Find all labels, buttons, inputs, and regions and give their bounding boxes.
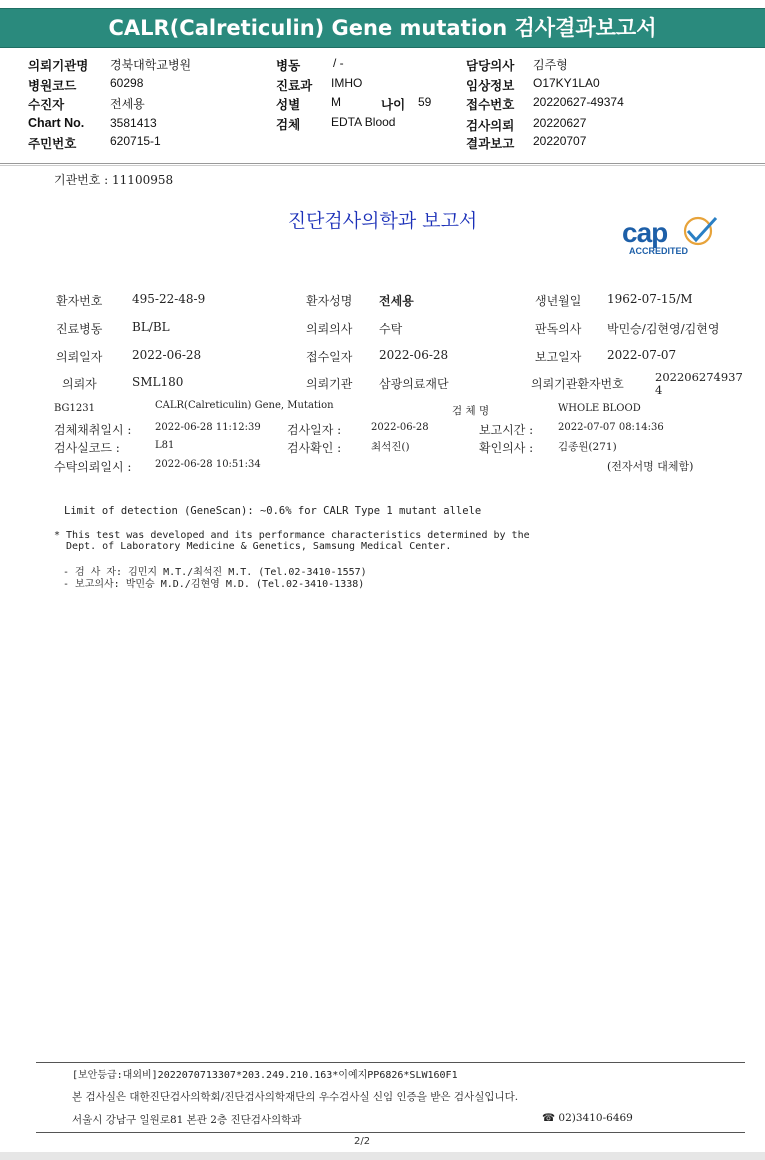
- header-label: 주민번호: [28, 137, 77, 151]
- lab-address: 서울시 강남구 일원로81 본관 2층 진단검사의학과: [72, 1114, 302, 1126]
- header-value: 20220627-49374: [533, 95, 624, 109]
- info-label: 의뢰기관환자번호: [531, 377, 624, 391]
- header-value: 3581413: [110, 116, 157, 130]
- specimen-label: 검 체 명: [452, 405, 490, 417]
- detail-value: 2022-06-28 10:51:34: [155, 459, 261, 470]
- info-value: 1962-07-15/M: [607, 292, 693, 306]
- lab-phone: ☎ 02)3410-6469: [542, 1112, 633, 1124]
- info-label: 보고일자: [535, 350, 582, 364]
- info-label: 환자성명: [306, 294, 353, 308]
- title-banner: [0, 8, 765, 48]
- header-label: 임상정보: [466, 79, 515, 93]
- specimen-value: WHOLE BLOOD: [558, 403, 641, 414]
- age-value: 59: [418, 95, 432, 109]
- footer-divider-bottom: [36, 1132, 745, 1133]
- header-value: 20220627: [533, 116, 587, 130]
- detail-label: 검사일자 :: [287, 423, 342, 437]
- age-label: 나이: [381, 98, 406, 112]
- disclaimer-line-2: Dept. of Laboratory Medicine & Genetics, Samsung Medical Center.: [54, 541, 452, 552]
- report-title: 진단검사의학과 보고서: [287, 210, 478, 232]
- header-label: 수진자: [28, 98, 65, 112]
- info-value: 202206274937: [655, 370, 743, 384]
- info-label: 의뢰기관: [306, 377, 353, 391]
- cap-accredited-logo: [622, 214, 722, 260]
- header-label: 병원코드: [28, 79, 77, 93]
- info-label: 의뢰자: [62, 377, 97, 391]
- disclaimer-line-1: * This test was developed and its performance characteristics determined by the: [54, 530, 530, 541]
- header-value: 김주형: [533, 58, 568, 72]
- header-label: 접수번호: [466, 98, 515, 112]
- info-value: 전세용: [379, 294, 414, 308]
- page-footer-bar: [0, 1152, 765, 1160]
- info-label: 의뢰의사: [306, 322, 353, 336]
- header-value: / -: [333, 56, 344, 70]
- detail-label: 검사실코드 :: [54, 441, 120, 455]
- institution-number: 기관번호 : 11100958: [54, 173, 174, 187]
- detail-value: 2022-06-28: [371, 422, 429, 433]
- header-label: 검체: [276, 118, 301, 132]
- header-label: 검사의뢰: [466, 119, 515, 133]
- info-value: 495-22-48-9: [132, 292, 206, 306]
- header-label: 의뢰기관명: [28, 59, 89, 73]
- header-value: 전세용: [110, 97, 145, 111]
- security-line: [보안등급:대외비]2022070713307*203.249.210.163*이예지PP6826*SLW160F1: [72, 1070, 458, 1081]
- header-value: M: [331, 95, 341, 109]
- detail-value: 2022-07-07 08:14:36: [558, 422, 664, 433]
- test-code: BG1231: [54, 403, 95, 414]
- header-value: 20220707: [533, 134, 587, 148]
- header-value: 620715-1: [110, 134, 161, 148]
- info-value: 수탁: [379, 322, 403, 336]
- detail-value: 김종원(271): [558, 441, 617, 453]
- cap-logo-text: cap: [622, 217, 668, 248]
- header-value: 경북대학교병원: [110, 58, 192, 72]
- cap-logo-sub: ACCREDITED: [629, 246, 689, 256]
- detail-label: 검체채취일시 :: [54, 423, 132, 437]
- header-label: Chart No.: [28, 116, 85, 130]
- staff-tester: - 검 사 자: 김민지 M.T./최석진 M.T. (Tel.02-3410-1557): [63, 567, 367, 578]
- header-value: 60298: [110, 76, 144, 90]
- header-label: 결과보고: [466, 137, 515, 151]
- info-value: 2022-06-28: [132, 348, 202, 362]
- info-label: 판독의사: [535, 322, 582, 336]
- header-value: IMHO: [331, 76, 363, 90]
- detail-label: 검사확인 :: [287, 441, 342, 455]
- header-label: 병동: [276, 59, 301, 73]
- header-value: EDTA Blood: [331, 115, 396, 129]
- info-value: 박민승/김현영/김현영: [607, 322, 720, 336]
- report-banner-title: CALR(Calreticulin) Gene mutation 검사결과보고서: [108, 16, 657, 40]
- info-label: 생년월일: [535, 294, 582, 308]
- info-value: 삼광의료재단: [379, 377, 449, 391]
- info-label: 접수일자: [306, 350, 353, 364]
- detail-label: 확인의사 :: [479, 441, 534, 455]
- header-divider: [0, 165, 765, 166]
- footer-divider-top: [36, 1062, 745, 1063]
- header-divider: [0, 163, 765, 164]
- certification-text: 본 검사실은 대한진단검사의학회/진단검사의학재단의 우수검사실 신임 인증을 받은 검사실입니다.: [72, 1091, 519, 1103]
- info-label: 진료병동: [56, 322, 103, 336]
- info-value: 2022-07-07: [607, 348, 677, 362]
- info-value-continued: 4: [655, 383, 663, 397]
- detail-value: L81: [155, 440, 175, 451]
- detail-label: 보고시간 :: [479, 423, 534, 437]
- header-value: O17KY1LA0: [533, 76, 600, 90]
- detail-label: 수탁의뢰일시 :: [54, 460, 132, 474]
- info-label: 의뢰일자: [56, 350, 103, 364]
- header-label: 성별: [276, 98, 301, 112]
- staff-reporter: - 보고의사: 박민승 M.D./김현영 M.D. (Tel.02-3410-1338): [63, 579, 365, 590]
- header-label: 담당의사: [466, 59, 515, 73]
- info-value: SML180: [132, 375, 184, 389]
- detail-value: 2022-06-28 11:12:39: [155, 422, 261, 433]
- limit-of-detection: Limit of detection (GeneScan): ~0.6% for CALR Type 1 mutant allele: [64, 505, 482, 517]
- test-name: CALR(Calreticulin) Gene, Mutation: [155, 400, 334, 411]
- info-value: 2022-06-28: [379, 348, 449, 362]
- e-signature-note: (전자서명 대체함): [607, 460, 694, 473]
- header-label: 진료과: [276, 79, 313, 93]
- detail-value: 최석진(): [371, 441, 410, 453]
- page-number: 2/2: [354, 1136, 371, 1147]
- info-label: 환자번호: [56, 294, 103, 308]
- info-value: BL/BL: [132, 320, 170, 334]
